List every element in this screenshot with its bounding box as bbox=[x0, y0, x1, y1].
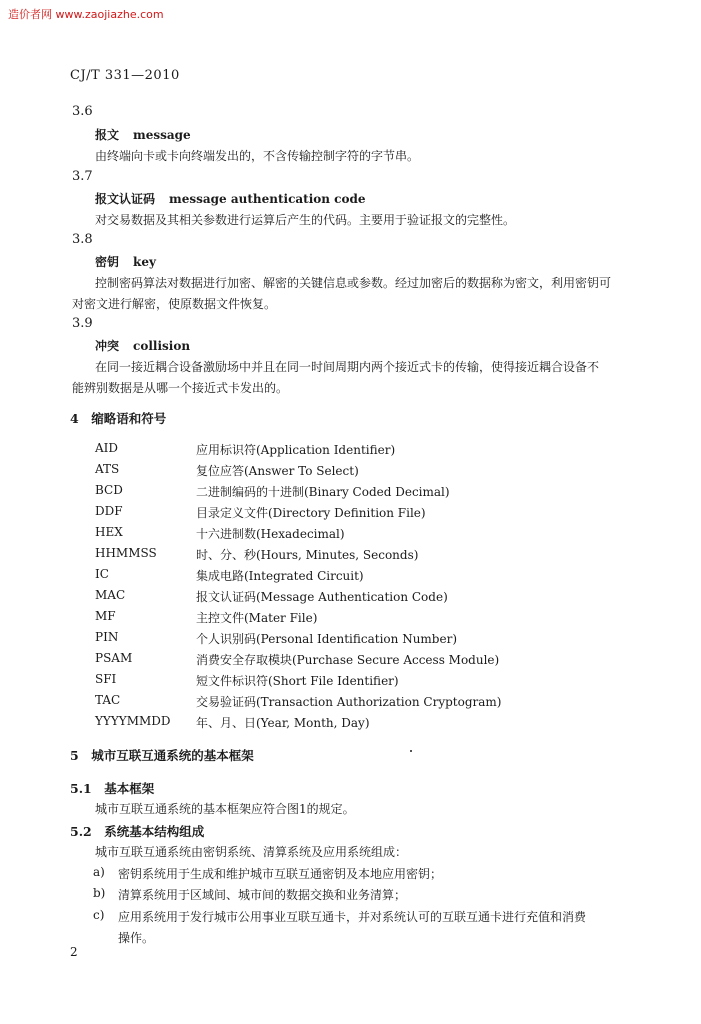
abbreviation-definition: 复位应答(Answer To Select) bbox=[196, 464, 359, 478]
abbreviation-definition: 时、分、秒(Hours, Minutes, Seconds) bbox=[196, 548, 419, 562]
term-zh: 冲突 bbox=[95, 339, 120, 353]
term-zh: 密钥 bbox=[95, 255, 120, 269]
term-number: 3.6 bbox=[72, 104, 93, 119]
term-title bbox=[95, 126, 191, 143]
term-number: 3.8 bbox=[72, 232, 93, 247]
abbreviation-definition: 十六进制数(Hexadecimal) bbox=[196, 527, 345, 541]
standard-code: CJ/T 331—2010 bbox=[70, 68, 180, 83]
term-definition: 由终端向卡或卡向终端发出的，不含传输控制字符的字节串。 bbox=[95, 149, 420, 163]
section-4-heading: 4 缩略语和符号 bbox=[70, 411, 167, 426]
section-5-2-intro: 城市互联互通系统由密钥系统、清算系统及应用系统组成： bbox=[95, 845, 408, 859]
abbreviation-code: HEX bbox=[95, 525, 123, 539]
abbreviation-code: ATS bbox=[95, 462, 120, 476]
page-number: 2 bbox=[70, 945, 78, 959]
section-5-1-text: 城市互联互通系统的基本框架应符合图1的规定。 bbox=[95, 802, 355, 816]
term-definition: 对交易数据及其相关参数进行运算后产生的代码。主要用于验证报文的完整性。 bbox=[95, 213, 516, 227]
watermark-text: 造价者网 www.zaojiazhe.com bbox=[8, 8, 164, 21]
term-en: collision bbox=[133, 339, 191, 353]
abbreviation-code: HHMMSS bbox=[95, 546, 157, 560]
term-zh: 报文认证码 bbox=[95, 192, 156, 206]
term-en: message authentication code bbox=[169, 192, 366, 206]
list-item-label: b) bbox=[93, 886, 106, 900]
term-number: 3.7 bbox=[72, 169, 93, 184]
abbreviation-code: SFI bbox=[95, 672, 117, 686]
list-item-text: 操作。 bbox=[118, 931, 155, 945]
abbreviation-definition: 主控文件(Mater File) bbox=[196, 611, 318, 625]
list-item-label: c) bbox=[93, 908, 105, 922]
abbreviation-code: MAC bbox=[95, 588, 126, 602]
term-definition-line: 在同一接近耦合设备激励场中并且在同一时间周期内两个接近式卡的传输，使得接近耦合设备不 bbox=[95, 360, 600, 374]
list-item-text: 清算系统用于区域间、城市间的数据交换和业务清算； bbox=[118, 888, 407, 902]
abbreviation-definition: 报文认证码(Message Authentication Code) bbox=[196, 590, 448, 604]
term-title bbox=[95, 190, 366, 207]
abbreviation-code: YYYYMMDD bbox=[95, 714, 171, 728]
abbreviation-definition: 交易验证码(Transaction Authorization Cryptogram) bbox=[196, 695, 502, 709]
abbreviation-code: TAC bbox=[95, 693, 121, 707]
abbreviation-definition: 二进制编码的十进制(Binary Coded Decimal) bbox=[196, 485, 450, 499]
term-en: message bbox=[133, 128, 191, 142]
abbreviation-code: PIN bbox=[95, 630, 119, 644]
abbreviation-code: MF bbox=[95, 609, 116, 623]
term-number: 3.9 bbox=[72, 316, 93, 331]
term-zh: 报文 bbox=[95, 128, 120, 142]
term-title bbox=[95, 253, 156, 270]
term-definition-line: 能辨别数据是从哪一个接近式卡发出的。 bbox=[72, 381, 289, 395]
abbreviation-definition: 消费安全存取模块(Purchase Secure Access Module) bbox=[196, 653, 500, 667]
section-5-1-heading: 5.1 基本框架 bbox=[70, 781, 155, 796]
abbreviation-code: BCD bbox=[95, 483, 123, 497]
abbreviation-definition: 短文件标识符(Short File Identifier) bbox=[196, 674, 399, 688]
abbreviation-definition: 集成电路(Integrated Circuit) bbox=[196, 569, 364, 583]
list-item-text: 应用系统用于发行城市公用事业互联互通卡，并对系统认可的互联互通卡进行充值和消费 bbox=[118, 910, 587, 924]
scan-speck bbox=[410, 750, 412, 752]
abbreviation-code: DDF bbox=[95, 504, 123, 518]
term-definition-line: 对密文进行解密，使原数据文件恢复。 bbox=[72, 297, 277, 311]
term-title bbox=[95, 337, 190, 354]
abbreviation-definition: 应用标识符(Application Identifier) bbox=[196, 443, 396, 457]
abbreviation-code: IC bbox=[95, 567, 109, 581]
abbreviation-code: AID bbox=[95, 441, 119, 455]
abbreviation-definition: 个人识别码(Personal Identification Number) bbox=[196, 632, 458, 646]
list-item-text: 密钥系统用于生成和维护城市互联互通密钥及本地应用密钥； bbox=[118, 867, 443, 881]
section-5-heading: 5 城市互联互通系统的基本框架 bbox=[70, 748, 254, 763]
section-5-2-heading: 5.2 系统基本结构组成 bbox=[70, 824, 205, 839]
list-item-label: a) bbox=[93, 865, 105, 879]
abbreviation-definition: 年、月、日(Year, Month, Day) bbox=[196, 716, 370, 730]
abbreviation-definition: 目录定义文件(Directory Definition File) bbox=[196, 506, 426, 520]
term-definition-line: 控制密码算法对数据进行加密、解密的关键信息或参数。经过加密后的数据称为密文，利用密钥可 bbox=[95, 276, 612, 290]
term-en: key bbox=[133, 255, 156, 269]
abbreviation-code: PSAM bbox=[95, 651, 133, 665]
